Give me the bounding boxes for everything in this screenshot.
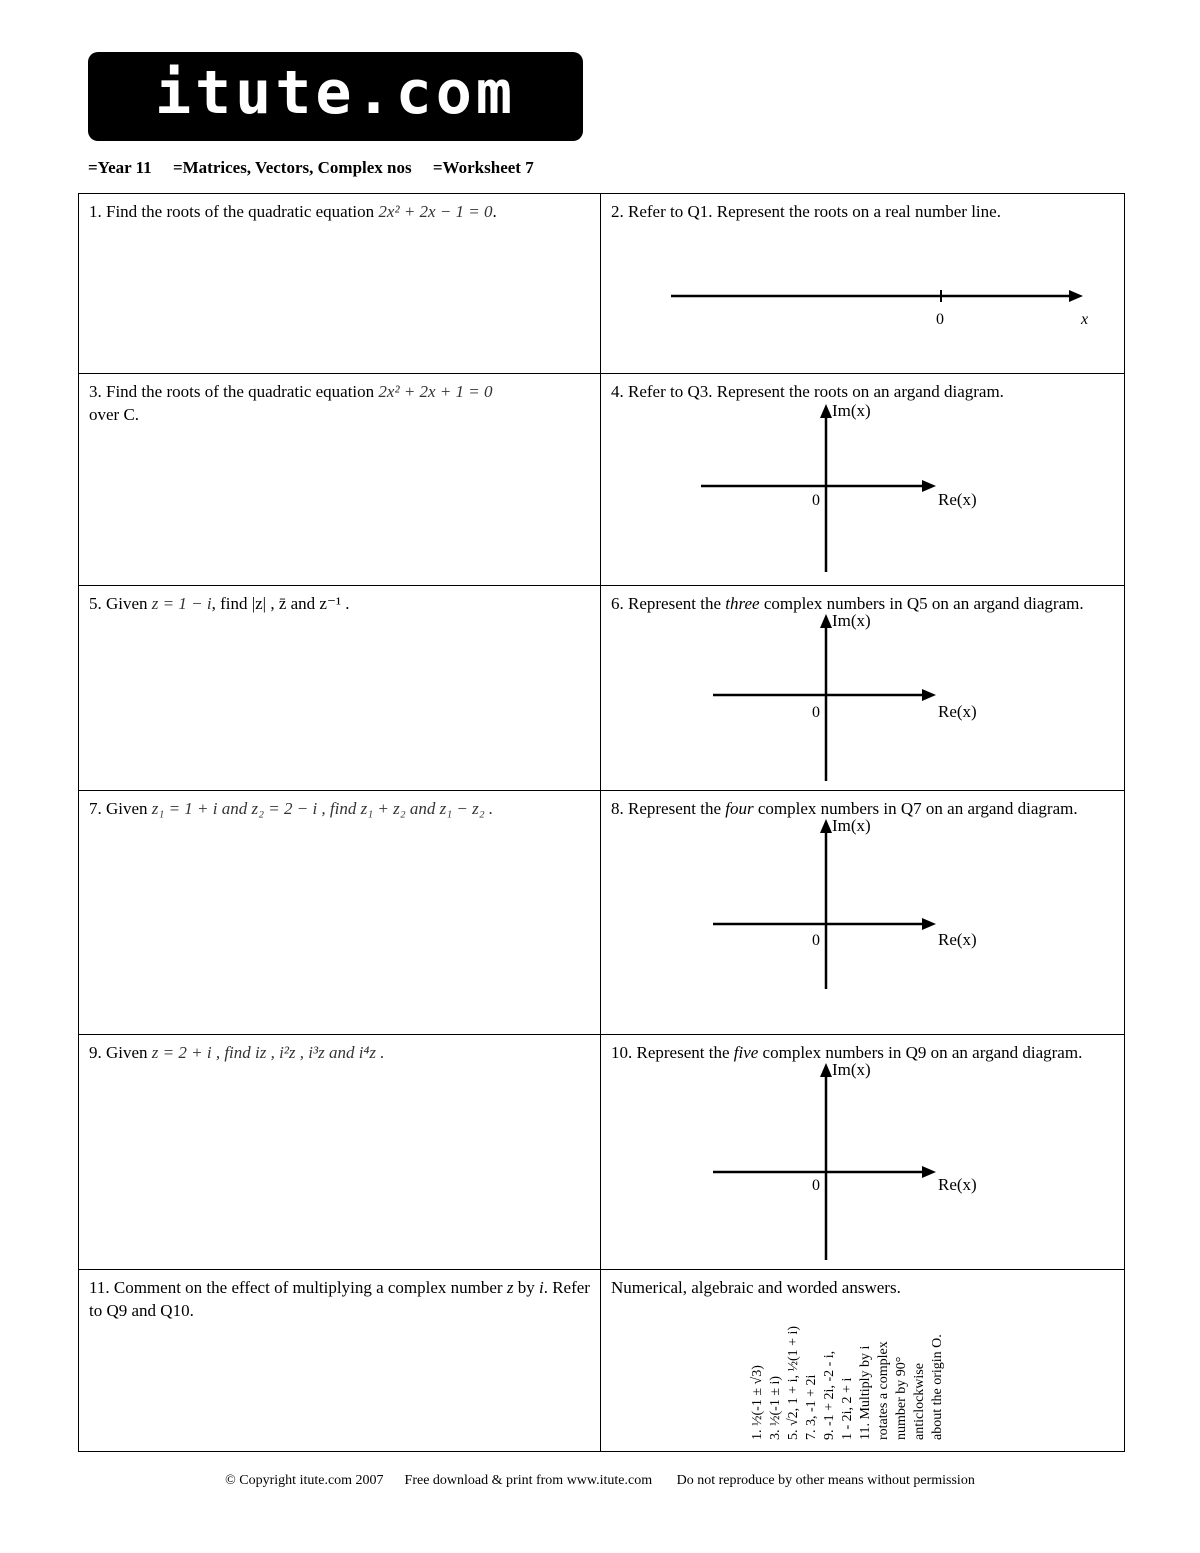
q11-text: 11. Comment on the effect of multiplying a complex number z by i. Refer to Q9 and Q10. (89, 1278, 590, 1320)
q2-text: 2. Refer to Q1. Represent the roots on a real number line. (611, 202, 1001, 221)
answer-line: 7. 3, -1 + 2i (804, 1374, 819, 1440)
question-8-cell (601, 791, 1125, 1035)
number-line-arrow (1069, 290, 1083, 302)
q7-equation: z₁ = 1 + i and z₂ = 2 − i , find z₁ + z₂ and z₁ − z₂ . (151, 799, 494, 818)
answer-line: 1. ½(-1 ± √3) (750, 1365, 765, 1440)
question-1-cell (79, 194, 601, 374)
question-3-cell (79, 374, 601, 586)
question-5-cell (79, 586, 601, 791)
q1-text: 1. Find the roots of the quadratic equation (89, 202, 375, 221)
answer-line: 11. Multiply by i (858, 1345, 873, 1440)
origin-label: 0 (812, 492, 820, 509)
im-arrow (820, 614, 832, 628)
q5-equation: z = 1 − i (151, 594, 212, 613)
answers-rotated (601, 1270, 1124, 1451)
im-label: Im(x) (832, 816, 871, 835)
im-label: Im(x) (832, 1060, 871, 1079)
re-label: Re(x) (938, 702, 977, 721)
q9-text: 9. Given (89, 1043, 148, 1062)
q3-equation: 2x² + 2x + 1 = 0 (378, 382, 493, 401)
question-10-cell (601, 1035, 1125, 1270)
answer-line: rotates a complex (876, 1341, 891, 1440)
question-grid (78, 193, 1125, 1452)
question-2-cell (601, 194, 1125, 374)
q3-text: 3. Find the roots of the quadratic equation (89, 382, 375, 401)
answer-line: 9. -1 + 2i, -2 - i, (822, 1350, 837, 1440)
answer-line: 5. √2, 1 + i, ½(1 + i) (786, 1325, 801, 1440)
answers-title: Numerical, algebraic and worded answers. (611, 1278, 901, 1297)
im-arrow (820, 1063, 832, 1077)
answer-line: number by 90° (894, 1356, 909, 1440)
q1-equation: 2x² + 2x − 1 = 0 (378, 202, 493, 221)
question-9-cell (79, 1035, 601, 1270)
origin-label: 0 (812, 704, 820, 721)
im-label: Im(x) (832, 611, 871, 630)
zero-label: 0 (936, 311, 944, 328)
answer-line: 1 - 2i, 2 + i (840, 1377, 855, 1440)
argand-diagram-q10 (601, 1035, 1124, 1269)
worksheet-header (88, 158, 534, 178)
answer-line: about the origin O. (930, 1334, 945, 1440)
q1-tail: . (492, 202, 497, 221)
answer-line: anticlockwise (912, 1363, 927, 1440)
question-7-cell (79, 791, 601, 1035)
re-arrow (922, 689, 936, 701)
q7-text: 7. Given (89, 799, 148, 818)
question-4-cell (601, 374, 1125, 586)
argand-diagram-q4 (601, 374, 1124, 585)
question-6-cell (601, 586, 1125, 791)
re-arrow (922, 1166, 936, 1178)
im-arrow (820, 404, 832, 418)
logo-text: itute.com (154, 58, 517, 128)
answer-line: 3. ½(-1 ± i) (768, 1375, 783, 1440)
q3-tail: over C. (89, 405, 140, 424)
q4-text: 4. Refer to Q3. Represent the roots on an argand diagram. (611, 382, 1004, 401)
x-axis-label: x (1081, 311, 1089, 328)
q5-tail: , find |z| , z̄ and z⁻¹ . (211, 594, 350, 613)
q6-text: 6. Represent the three complex numbers in Q5 on an argand diagram. (611, 594, 1084, 613)
re-arrow (922, 918, 936, 930)
im-label: Im(x) (832, 401, 871, 420)
q10-text: 10. Represent the five complex numbers in Q9 on an argand diagram. (611, 1043, 1083, 1062)
re-label: Re(x) (938, 1175, 977, 1194)
header-year: =Year 11 (88, 158, 152, 177)
header-worksheet: =Worksheet 7 (432, 158, 534, 177)
re-label: Re(x) (938, 930, 977, 949)
q8-text: 8. Represent the four complex numbers in Q7 on an argand diagram. (611, 799, 1078, 818)
origin-label: 0 (812, 932, 820, 949)
header-topic: =Matrices, Vectors, Complex nos (172, 158, 412, 177)
re-label: Re(x) (938, 490, 977, 509)
argand-diagram-q8 (601, 791, 1124, 1034)
q5-text: 5. Given (89, 594, 148, 613)
copyright-footer: © Copyright itute.com 2007 Free download & print from www.itute.com Do not reproduce by other means without permission (225, 1473, 975, 1488)
q9-equation: z = 2 + i , find iz , i²z , i³z and i⁴z . (151, 1043, 385, 1062)
answers-cell (601, 1270, 1125, 1452)
im-arrow (820, 819, 832, 833)
question-11-cell (79, 1270, 601, 1452)
argand-diagram-q6 (601, 586, 1124, 790)
origin-label: 0 (812, 1177, 820, 1194)
number-line (601, 194, 1124, 373)
re-arrow (922, 480, 936, 492)
itute-logo (88, 52, 583, 141)
